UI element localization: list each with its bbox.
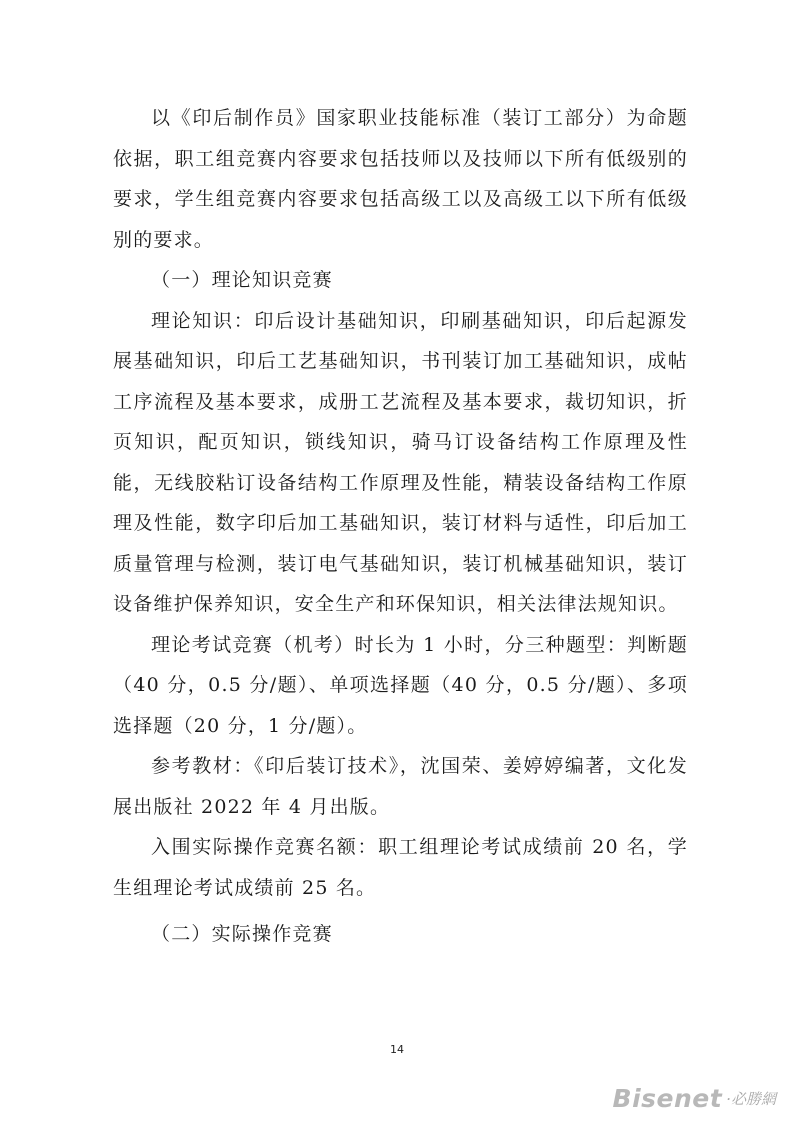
watermark-logo-text: Bisenet xyxy=(612,1084,723,1113)
section-heading-practical: （二）实际操作竞赛 xyxy=(151,923,333,945)
page-number: 14 xyxy=(390,1043,404,1056)
document-body xyxy=(113,98,688,955)
paragraph-exam-format: 理论考试竞赛（机考）时长为 1 小时，分三种题型：判断题（40 分，0.5 分/题）、单项选择题（40 分，0.5 分/题）、多项选择题（20 分，1 分/题）。 xyxy=(113,633,688,737)
paragraph-theory-knowledge: 理论知识：印后设计基础知识，印刷基础知识，印后起源发展基础知识，印后工艺基础知识，书刊装订加工基础知识，成帖工序流程及基本要求，成册工艺流程及基本要求，裁切知识，折页知识，配页知识，锁线知识，骑马订设备结构工作原理及性能，无线胶粘订设备结构工作原理及性能，精装设备结构工作原理及性能，数字印后加工基础知识，装订材料与适性，印后加工质量管理与检测，装订电气基础知识，装订机械基础知识，装订设备维护保养知识，安全生产和环保知识，相关法律法规知识。 xyxy=(113,309,688,615)
watermark-chinese-text: ·必勝網 xyxy=(726,1090,776,1108)
paragraph-qualification-quota: 入围实际操作竞赛名额：职工组理论考试成绩前 20 名，学生组理论考试成绩前 25 名。 xyxy=(113,836,688,899)
paragraph-reference-textbook: 参考教材：《印后装订技术》，沈国荣、姜婷婷编著，文化发展出版社 2022 年 4 月出版。 xyxy=(113,755,688,818)
watermark-logo xyxy=(613,1084,776,1113)
paragraph-scope: 以《印后制作员》国家职业技能标准（装订工部分）为命题依据，职工组竞赛内容要求包括技师以及技师以下所有低级别的要求，学生组竞赛内容要求包括高级工以及高级工以下所有低级别的要求。 xyxy=(113,107,688,251)
section-heading-theory: （一）理论知识竞赛 xyxy=(151,269,333,291)
